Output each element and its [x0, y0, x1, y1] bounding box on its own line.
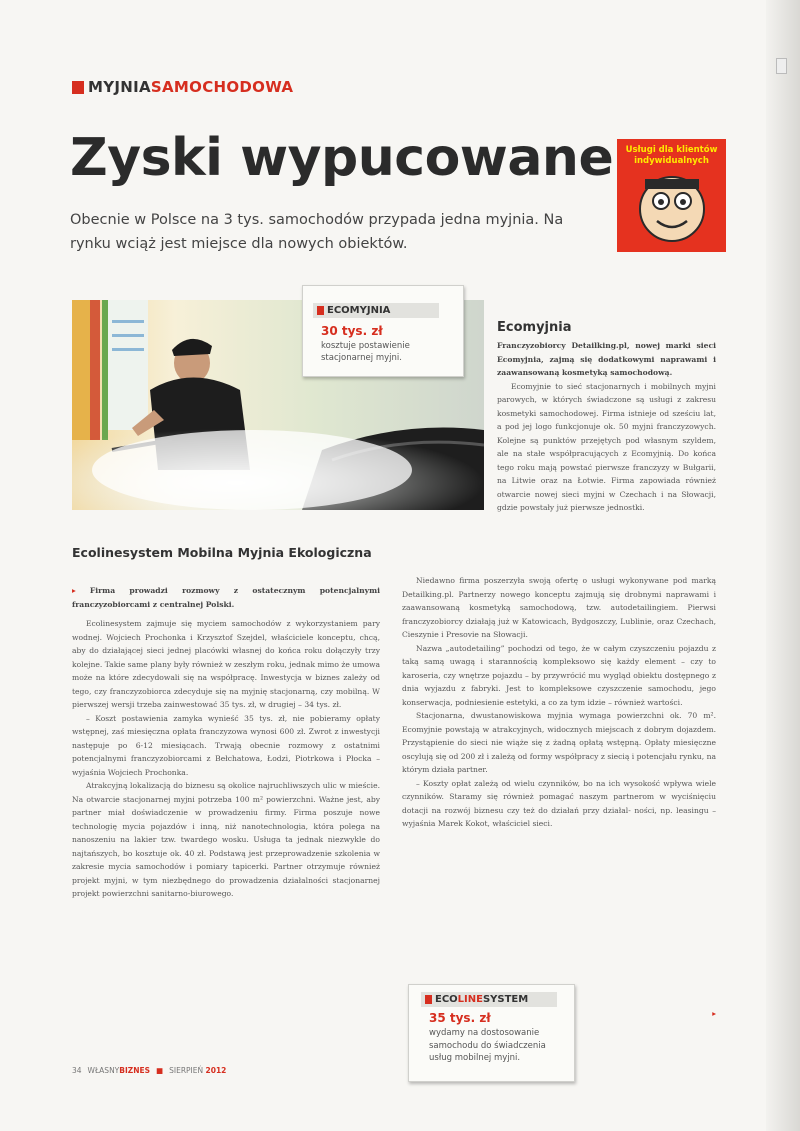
issue-month: SIERPIEŃ	[169, 1066, 204, 1075]
ecoline-tag-c: SYSTEM	[482, 994, 529, 1005]
ecomyjnia-paragraph-1: Ecomyjnie to sieć stacjonarnych i mobilnych myjni parowych, w których świadczone są usługi z zakresu kosmetyki samochodowej. Firma istnieje od sześciu lat, a pod jej logo funkcjonuje ok. 50 myjni franczyzowych. Kolejne są punktów przejętych pod własnym szyldem, ale na stałe współpracujących z Ecomyjnią. Do końca tego roku mają powstać pierwsze franczyzy w Bułgarii, na Litwie oraz na Łotwie. Firma zapowiada również otwarcie nowej sieci myjni w Czechach i na Słowacji, gdzie powstały już pierwsze jednostki.	[497, 381, 716, 512]
page-number: 34	[72, 1066, 82, 1075]
section-tag	[72, 78, 293, 96]
issue-year: 2012	[205, 1066, 227, 1075]
arrow-icon: ▸	[72, 586, 76, 595]
tag-square-icon	[317, 306, 324, 315]
ecomyjnia-paragraph-3: Nazwa „autodetailing” pochodzi od tego, że w całym czyszczeniu pojazdu z taką samą uwagą i starannością kompleksowo się każdy element – czy to karoseria, czy wnętrze pojazdu – by przywrócić mu wygląd obiektu dostępnego z dnia wyjazdu z fabryki. Jest to kompleksowe czyszczenie samochodu, jego konserwacja, podniesienie estetyki, a co za tym idzie – również wartości.	[402, 643, 716, 707]
section-label-b: SAMOCHODOWA	[150, 78, 294, 96]
ecomyjnia-paragraph-4: Stacjonarna, dwustanowiskowa myjnia wymaga powierzchni ok. 70 m². Ecomyjnie powstają w atrakcyjnych, widocznych miejscach z dobrym dojazdem. Przystąpienie do sieci nie wiąże się z żadną opłatą wstępną. Opłaty miesięczne oscylują się od 200 zł i zależą od formy współpracy z siecią i potencjału rynku, na którym działa partner.	[402, 711, 716, 774]
magazine-name	[88, 1066, 150, 1075]
ecoline-box-price: 35 tys. zł	[429, 1011, 491, 1025]
tag-square-icon	[425, 995, 432, 1004]
magazine-name-b: BIZNES	[119, 1066, 151, 1075]
margin-mark	[776, 58, 787, 74]
ecomyjnia-box-price: 30 tys. zł	[321, 324, 383, 338]
ecomyjnia-paragraph-2: Niedawno firma poszerzyła swoją ofertę o usługi wykonywane pod marką Detailking.pl. Partnerzy nowego konceptu zajmują się drobnymi naprawami i zaawansowaną kosmetyką samochodową, tzw. autodetailingiem. Pierwsi franczyzobiorcy działają już w Katowicach, Bydgoszczy, Lublinie, oraz Czechach, Cieszynie i Presovie na Słowacji.	[402, 576, 716, 639]
ecomyjnia-lead: Franczyzobiorcy Detailking.pl, nowej marki sieci Ecomyjnia, zajmą się dodatkowymi naprawami i zaawansowaną kosmetyką samochodową.	[497, 341, 716, 377]
ecomyjnia-end-snippet	[590, 967, 716, 1021]
ecoline-paragraph-1: Ecolinesystem zajmuje się myciem samochodów z wykorzystaniem pary wodnej. Wojciech Prochonka i Krzysztof Szejdel, właściciele konceptu, chcą, aby do działającej sieci jednej placówki własnej do końca roku dołączyły trzy kolejne. Takie same plany były również w zeszłym roku, jednak mimo że umowa może na które zdecydowali się na współpracę. Inwestycja w biznes zależy od tego, czy franczyzobiorca zdecyduje się na myjnię stacjonarną, czy mobilną. W pierwszej wersji trzeba zainwestować 35 tys. zł, w drugiej – 34 tys. zł.	[72, 619, 380, 709]
lead-paragraph: Obecnie w Polsce na 3 tys. samochodów przypada jedna myjnia. Na rynku wciąż jest miejsce dla nowych obiektów.	[70, 212, 564, 252]
cartoon-illustration-icon	[631, 171, 713, 247]
magazine-name-a: WŁASNY	[87, 1066, 120, 1075]
ecomyjnia-column-main	[402, 514, 716, 843]
ecoline-heading: Ecolinesystem Mobilna Myjnia Ekologiczna	[72, 545, 372, 560]
ecoline-paragraph-2: – Koszt postawienia zamyka wynieść 35 tys. zł, nie pobieramy opłaty wstępnej, zaś miesięczna opłata franczyzowa wynosi 600 zł. Zwrot z inwestycji następuje po 6-12 miesiącach. Trwają obecnie rozmowy z ostatnimi potencjalnymi franczyzobiorcami z Bełchatowa, Łodzi, Piotrkowa i Płocka – wyjaśnia Wojciech Prochonka.	[72, 713, 380, 777]
page-footer	[72, 1066, 226, 1075]
ecoline-price-box	[408, 984, 575, 1082]
page-edge-shadow	[766, 0, 800, 1131]
ecomyjnia-box-tag-label: ECOMYJNIA	[327, 305, 391, 316]
ecoline-box-desc: wydamy na dostosowanie samochodu do świadczenia usług mobilnej myjni.	[429, 1028, 546, 1063]
ecoline-tag-b: LINE	[457, 994, 483, 1005]
headline: Zyski wypucowane	[70, 128, 614, 188]
ecomyjnia-box-desc: kosztuje postawienie stacjonarnej myjni.	[321, 341, 410, 363]
ecomyjnia-box-tag	[313, 303, 439, 318]
section-label-a: MYJNIA	[88, 78, 151, 96]
ecomyjnia-heading: Ecomyjnia	[497, 320, 572, 335]
continue-arrow-icon: ▸	[712, 1009, 716, 1018]
feature-badge	[617, 139, 726, 252]
ecoline-paragraph-3: Atrakcyjną lokalizacją do biznesu są okolice najruchliwszych ulic w mieście. Na otwarcie stacjonarnej myjni potrzeba 100 m² powierzchni. Ważne jest, aby partner miał doświadczenie w prowadzeniu firmy. Firma poszuje nowe technologię mycia pojazdów i inną, niż nanotechnologia, która polega na nanoszeniu na lakier tzw. twardego wosku. Usługa ta jednak niezwykle do najtańszych, bo kosztuje ok. 40 zł. Podstawą jest przeprowadzenie szkolenia w zakresie mycia samochodów i pomiary tapicerki. Partner otrzymuje również projekt myjni, w tym niezbędnego do prowadzenia działalności stacjonarnej projekt powierzchni sanitarno-biurowego.	[72, 781, 380, 898]
section-square-icon	[72, 81, 84, 94]
ecoline-box-tag	[421, 992, 557, 1007]
issue-date	[169, 1066, 226, 1075]
ecoline-lead: Firma prowadzi rozmowy z ostatecznym potencjalnymi franczyzobiorcami z centralnej Polski.	[72, 586, 380, 609]
footer-square-icon: ■	[156, 1066, 164, 1075]
ecomyjnia-paragraph-5: – Koszty opłat zależą od wielu czynników, bo na ich wysokość wpływa wiele czynników. Staramy się również pomagać naszym partnerom w wyciśnięciu dotacji na rozwój biznesu czy też do działań przy działal- ności, np. leasingu – wyjaśnia Marek Kokot, właściciel sieci.	[402, 778, 716, 828]
ecoline-column	[72, 584, 380, 901]
ecoline-tag-a: ECO	[435, 994, 458, 1005]
ecomyjnia-price-box	[302, 285, 464, 377]
badge-text: Usługi dla klientów indywidualnych	[625, 145, 718, 166]
